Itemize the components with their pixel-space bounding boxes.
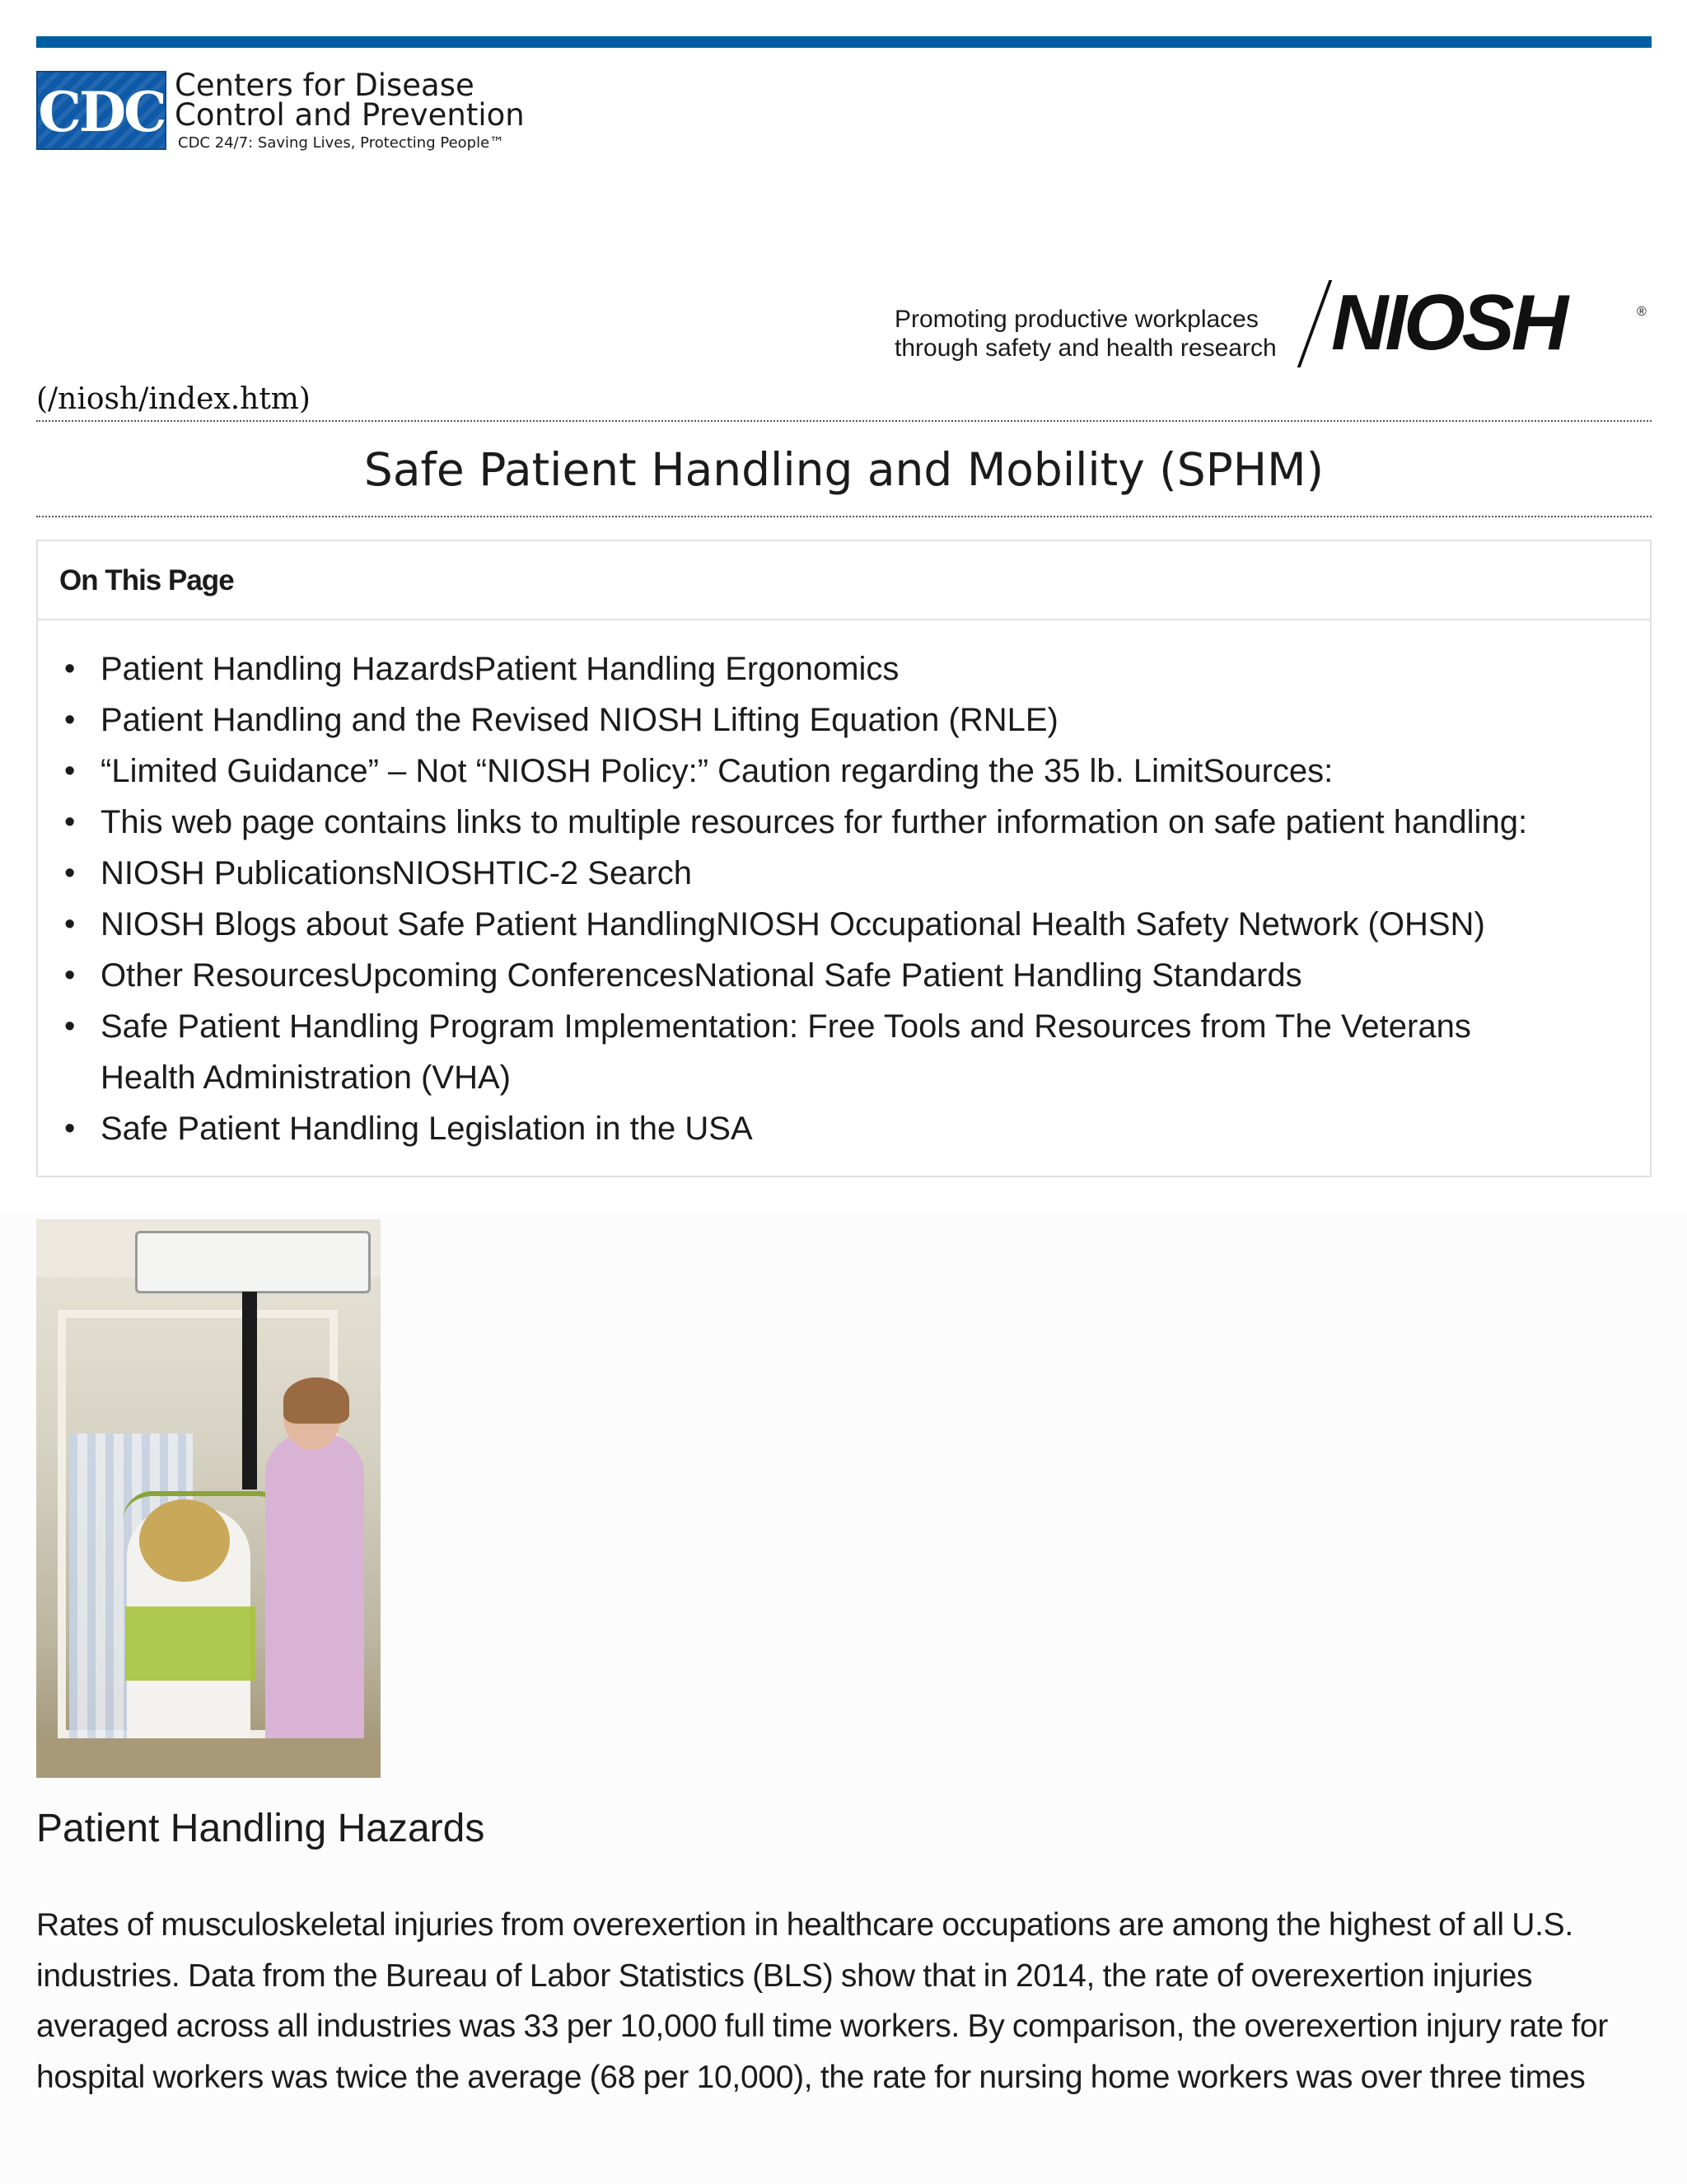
toc-link[interactable]: This web page contains links to multiple resources for further information on safe patient handling: — [100, 804, 1528, 840]
photo-caregiver-hair — [283, 1377, 349, 1424]
title-divider-top — [36, 420, 1652, 422]
on-this-page-box — [36, 540, 1652, 1177]
toc-link[interactable]: Safe Patient Handling Legislation in the USA — [100, 1111, 753, 1147]
toc-link[interactable]: Safe Patient Handling Program Implementation: Free Tools and Resources from The Veterans Health Administration (VHA) — [100, 1008, 1471, 1096]
cdc-logo-text — [175, 68, 525, 153]
section-paragraph: Rates of musculoskeletal injuries from overexertion in healthcare occupations are among the highest of all U.S. industries. Data from the Bureau of Labor Statistics (BLS) show that in 2014, the rate of overexertion injuries averaged across all industries was 33 per 10,000 full time workers. By comparison, the overexertion injury rate for hospital workers was twice the average (68 per 10,000), the rate for nursing home workers was over three times — [36, 1907, 1609, 2095]
list-item — [38, 899, 1650, 950]
photo-sling-vest — [125, 1606, 255, 1681]
patient-lift-photo — [36, 1219, 381, 1778]
niosh-logo[interactable] — [895, 280, 1652, 366]
list-item — [38, 643, 1650, 694]
list-item — [38, 694, 1650, 746]
registered-mark: ® — [1637, 305, 1647, 319]
photo-floor — [36, 1738, 381, 1778]
photo-caregiver — [265, 1433, 364, 1763]
niosh-tagline — [895, 305, 1277, 362]
toc-link[interactable]: Patient Handling HazardsPatient Handling Ergonomics — [100, 651, 900, 687]
on-this-page-heading: On This Page — [38, 541, 1650, 620]
list-item — [38, 1103, 1650, 1154]
list-item — [38, 848, 1650, 899]
on-this-page-list — [38, 620, 1650, 1154]
toc-link[interactable]: “Limited Guidance” – Not “NIOSH Policy:” Caution regarding the 35 lb. LimitSources: — [100, 753, 1334, 789]
cdc-logo[interactable] — [36, 68, 525, 153]
cdc-logo-mark: CDC — [36, 71, 166, 150]
cdc-tagline: CDC 24/7: Saving Lives, Protecting People™ — [178, 134, 505, 152]
photo-patient-head — [139, 1499, 230, 1582]
niosh-wordmark: NIOSH — [1331, 278, 1566, 367]
niosh-slash-divider — [1297, 280, 1333, 367]
list-item — [38, 950, 1650, 1001]
toc-link[interactable]: Patient Handling and the Revised NIOSH Lifting Equation (RNLE) — [100, 702, 1058, 738]
section-heading: Patient Handling Hazards — [36, 1807, 485, 1850]
niosh-tagline-line2: through safety and health research — [895, 334, 1277, 362]
toc-link[interactable]: NIOSH PublicationsNIOSHTIC-2 Search — [100, 855, 693, 891]
title-divider-bottom — [36, 516, 1652, 517]
photo-ceiling-lift — [135, 1231, 371, 1293]
top-accent-bar — [36, 36, 1652, 48]
cdc-name-line1: Centers for Disease — [175, 68, 474, 103]
page-title: Safe Patient Handling and Mobility (SPHM) — [363, 443, 1325, 496]
list-item — [38, 746, 1650, 797]
niosh-tagline-line1: Promoting productive workplaces — [895, 306, 1259, 333]
cdc-name-line2: Control and Prevention — [175, 97, 525, 133]
list-item — [38, 1001, 1650, 1103]
photo-lift-strap — [242, 1292, 257, 1490]
niosh-home-link[interactable]: (/niosh/index.htm) — [36, 382, 311, 416]
toc-link[interactable]: Other ResourcesUpcoming ConferencesNational Safe Patient Handling Standards — [100, 957, 1302, 994]
toc-link[interactable]: NIOSH Blogs about Safe Patient HandlingNIOSH Occupational Health Safety Network (OHSN) — [100, 906, 1485, 942]
list-item — [38, 797, 1650, 848]
